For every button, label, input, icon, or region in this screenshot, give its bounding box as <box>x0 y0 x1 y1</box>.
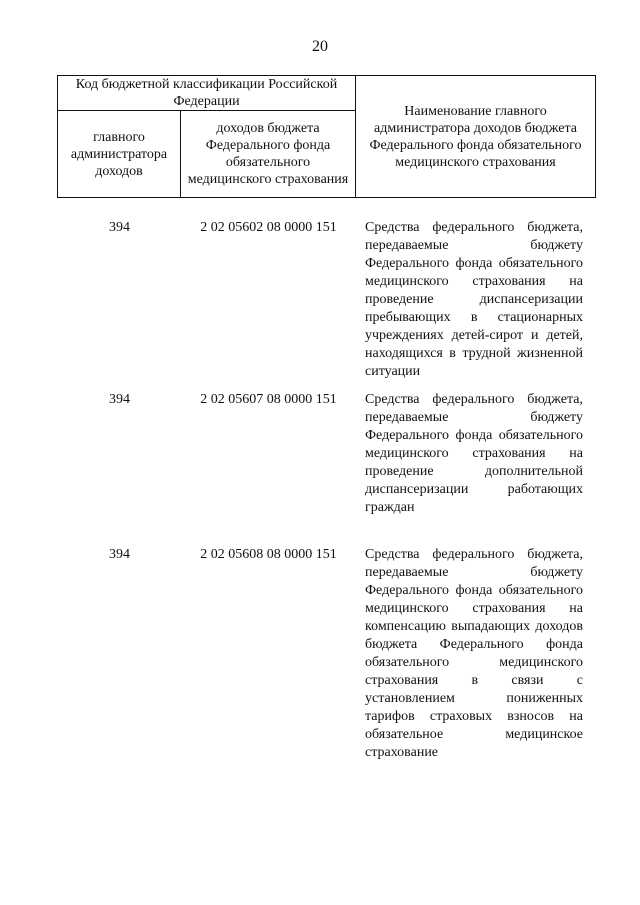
income-name: Средства федерального бюджета, передаваемые бюджету Федерального фонда обязательного медицинского страхования на проведение дополнительной диспансеризации работающих граждан <box>365 392 583 515</box>
income-name: Средства федерального бюджета, передаваемые бюджету Федерального фонда обязательного медицинского страхования на компенсацию выпадающих доходов бюджета Федерального фонда обязательного медицинского страхования в связи с установлением пониженных тарифов страховых взносов на обязательное медицинское страхование <box>365 547 583 760</box>
admin-code: 394 <box>109 547 130 562</box>
income-code: 2 02 05608 08 0000 151 <box>200 547 337 562</box>
code-group-header: Код бюджетной классификации Российской Федерации <box>58 76 356 111</box>
admin-name-header: Наименование главного администратора доходов бюджета Федерального фонда обязательного медицинского страхования <box>356 76 596 198</box>
income-code: 2 02 05607 08 0000 151 <box>200 392 337 407</box>
page-number: 20 <box>312 38 328 55</box>
income-code: 2 02 05602 08 0000 151 <box>200 220 337 235</box>
income-code-header: доходов бюджета Федерального фонда обязательного медицинского страхования <box>181 111 356 198</box>
income-name: Средства федерального бюджета, передаваемые бюджету Федерального фонда обязательного медицинского страхования на проведение диспансеризации пребывающих в стационарных учреждениях детей-сирот и детей, находящихся в трудной жизненной ситуации <box>365 220 583 379</box>
classification-header-table <box>57 75 596 198</box>
admin-code-header: главного администратора доходов <box>58 111 181 198</box>
admin-code: 394 <box>109 220 130 235</box>
admin-code: 394 <box>109 392 130 407</box>
